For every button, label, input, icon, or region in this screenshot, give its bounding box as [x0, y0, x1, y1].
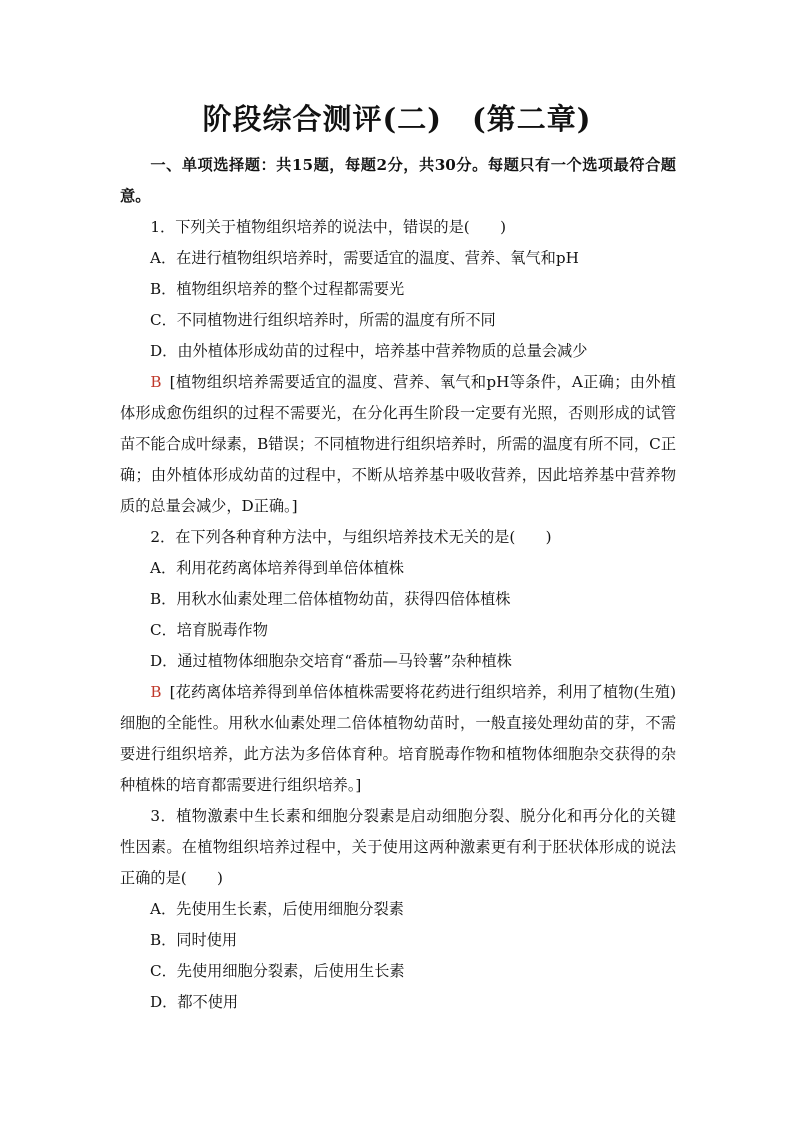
question-2-option-a: A．利用花药离体培养得到单倍体植株: [150, 559, 404, 577]
question-2-explanation-text: [花药离体培养得到单倍体植株需要将花药进行组织培养，利用了植物(生殖)细胞的全能性。用秋水仙素处理二倍体植物幼苗时，一般直接处理幼苗的芽，不需要进行组织培养，此方法为多倍体育种。培育脱毒作物和植物体细胞杂交获得的杂种植株的培育都需要进行组织培养。]: [120, 683, 676, 794]
question-3-option-d: D．都不使用: [150, 993, 239, 1011]
question-1-explanation-text: [植物组织培养需要适宜的温度、营养、氧气和pH等条件，A正确；由外植体形成愈伤组织的过程不需要光，在分化再生阶段一定要有光照，否则形成的试管苗不能合成叶绿素，B错误；不同植物进行组织培养时，所需的温度有所不同，C正确；由外植体形成幼苗的过程中，不断从培养基中吸收营养，因此培养基中营养物质的总量会减少，D正确。]: [120, 373, 677, 515]
question-1-option-b: B．植物组织培养的整个过程都需要光: [150, 280, 405, 298]
question-3-option-a: A．先使用生长素，后使用细胞分裂素: [150, 900, 404, 918]
question-3-stem: 3．植物激素中生长素和细胞分裂素是启动细胞分裂、脱分化和再分化的关键性因素。在植物组织培养过程中，关于使用这两种激素更有利于胚状体形成的说法正确的是( ): [120, 807, 676, 887]
page-title: 阶段综合测评(二) (第二章): [202, 102, 592, 136]
question-1-option-d: D．由外植体形成幼苗的过程中，培养基中营养物质的总量会减少: [150, 342, 588, 360]
question-2-explanation: [120, 677, 676, 801]
question-2-answer: B: [150, 683, 162, 701]
question-1-option-a: A．在进行植物组织培养时，需要适宜的温度、营养、氧气和pH: [150, 249, 579, 267]
question-2-option-c: C．培育脱毒作物: [150, 621, 268, 639]
question-3-option-c: C．先使用细胞分裂素，后使用生长素: [150, 962, 405, 980]
question-2-option-d: D．通过植物体细胞杂交培育“番茄—马铃薯”杂种植株: [150, 652, 512, 670]
question-2-stem: 2．在下列各种育种方法中，与组织培养技术无关的是( ): [150, 528, 552, 546]
question-1-answer: B: [150, 373, 162, 391]
question-3-option-b: B．同时使用: [150, 931, 238, 949]
question-1-explanation: [120, 367, 676, 522]
question-1-stem: 1．下列关于植物组织培养的说法中，错误的是( ): [150, 218, 507, 236]
section-header: 一、单项选择题：共15题，每题2分，共30分。每题只有一个选项最符合题意。: [120, 156, 676, 205]
question-2-option-b: B．用秋水仙素处理二倍体植物幼苗，获得四倍体植株: [150, 590, 511, 608]
document-body: [120, 150, 676, 1018]
question-1-option-c: C．不同植物进行组织培养时，所需的温度有所不同: [150, 311, 496, 329]
